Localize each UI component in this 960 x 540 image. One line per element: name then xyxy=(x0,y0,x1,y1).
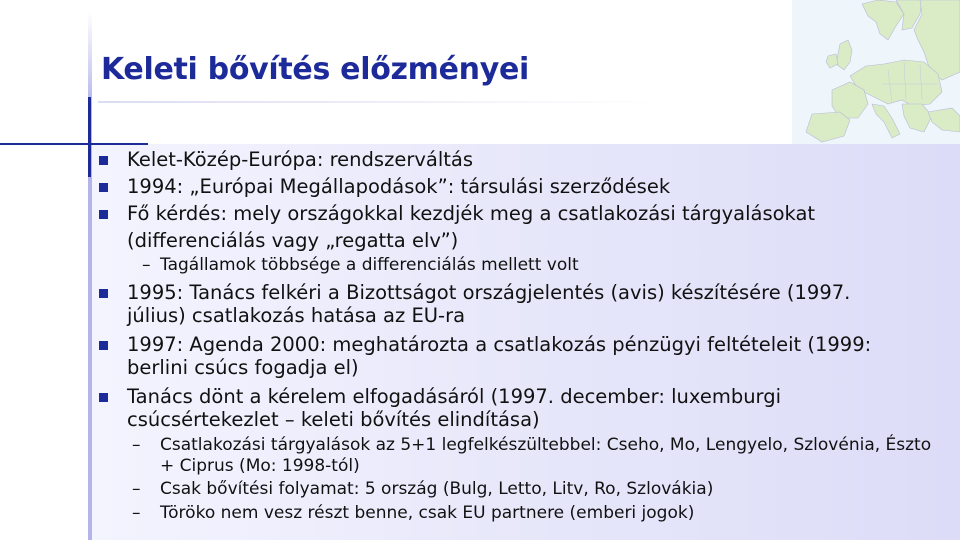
sub-dash: – xyxy=(132,503,141,523)
sub-item-b-1-cont: + Ciprus (Mo: 1998-tól) xyxy=(160,456,360,476)
sub-item-b-2: Csak bővítési folyamat: 5 ország (Bulg, Letto, Litv, Ro, Szlovákia) xyxy=(160,479,714,499)
bullet-item-1: Kelet-Közép-Európa: rendszerváltás xyxy=(127,148,473,171)
bullet-item-4-cont: július) csatlakozás hatása az EU-ra xyxy=(127,304,466,327)
sub-dash: – xyxy=(142,255,151,275)
bullet-item-6-cont: csúcsértekezlet – keleti bővítés elindítása) xyxy=(127,408,540,431)
bullet-item-6: Tanács dönt a kérelem elfogadásáról (1997. december: luxemburgi xyxy=(127,385,782,408)
square-bullet-icon xyxy=(99,289,108,298)
sub-item-b-1: Csatlakozási tárgyalások az 5+1 legfelkészültebbel: Cseho, Mo, Lengyelo, Szlovénia, Észto xyxy=(160,435,932,455)
sub-dash: – xyxy=(132,479,141,499)
bullet-item-3-cont: (differenciálás vagy „regatta elv”) xyxy=(127,229,459,252)
slide-title: Keleti bővítés előzményei xyxy=(101,52,530,87)
bullet-item-2: 1994: „Európai Megállapodások”: társulási szerződések xyxy=(127,175,671,198)
sub-dash: – xyxy=(132,435,141,455)
square-bullet-icon xyxy=(99,341,108,350)
square-bullet-icon xyxy=(99,393,108,402)
vertical-crosshair-rule xyxy=(88,97,91,177)
bullet-item-5: 1997: Agenda 2000: meghatározta a csatlakozás pénzügyi feltételeit (1999: xyxy=(127,333,872,356)
bullet-item-3: Fő kérdés: mely országokkal kezdjék meg a csatlakozási tárgyalásokat xyxy=(127,202,816,225)
square-bullet-icon xyxy=(99,156,108,165)
square-bullet-icon xyxy=(99,210,108,219)
title-underline xyxy=(98,101,658,103)
sub-item-b-3: Töröko nem vesz részt benne, csak EU partnere (emberi jogok) xyxy=(160,503,695,523)
bullet-item-5-cont: berlini csúcs fogadja el) xyxy=(127,356,359,379)
left-gradient-bar xyxy=(88,12,92,540)
sub-item-a-1: Tagállamok többsége a differenciálás mellett volt xyxy=(160,255,579,275)
bullet-item-4: 1995: Tanács felkéri a Bizottságot országjelentés (avis) készítésére (1997. xyxy=(127,281,851,304)
square-bullet-icon xyxy=(99,183,108,192)
europe-map-icon xyxy=(792,0,960,144)
horizontal-crosshair-rule xyxy=(0,143,148,145)
